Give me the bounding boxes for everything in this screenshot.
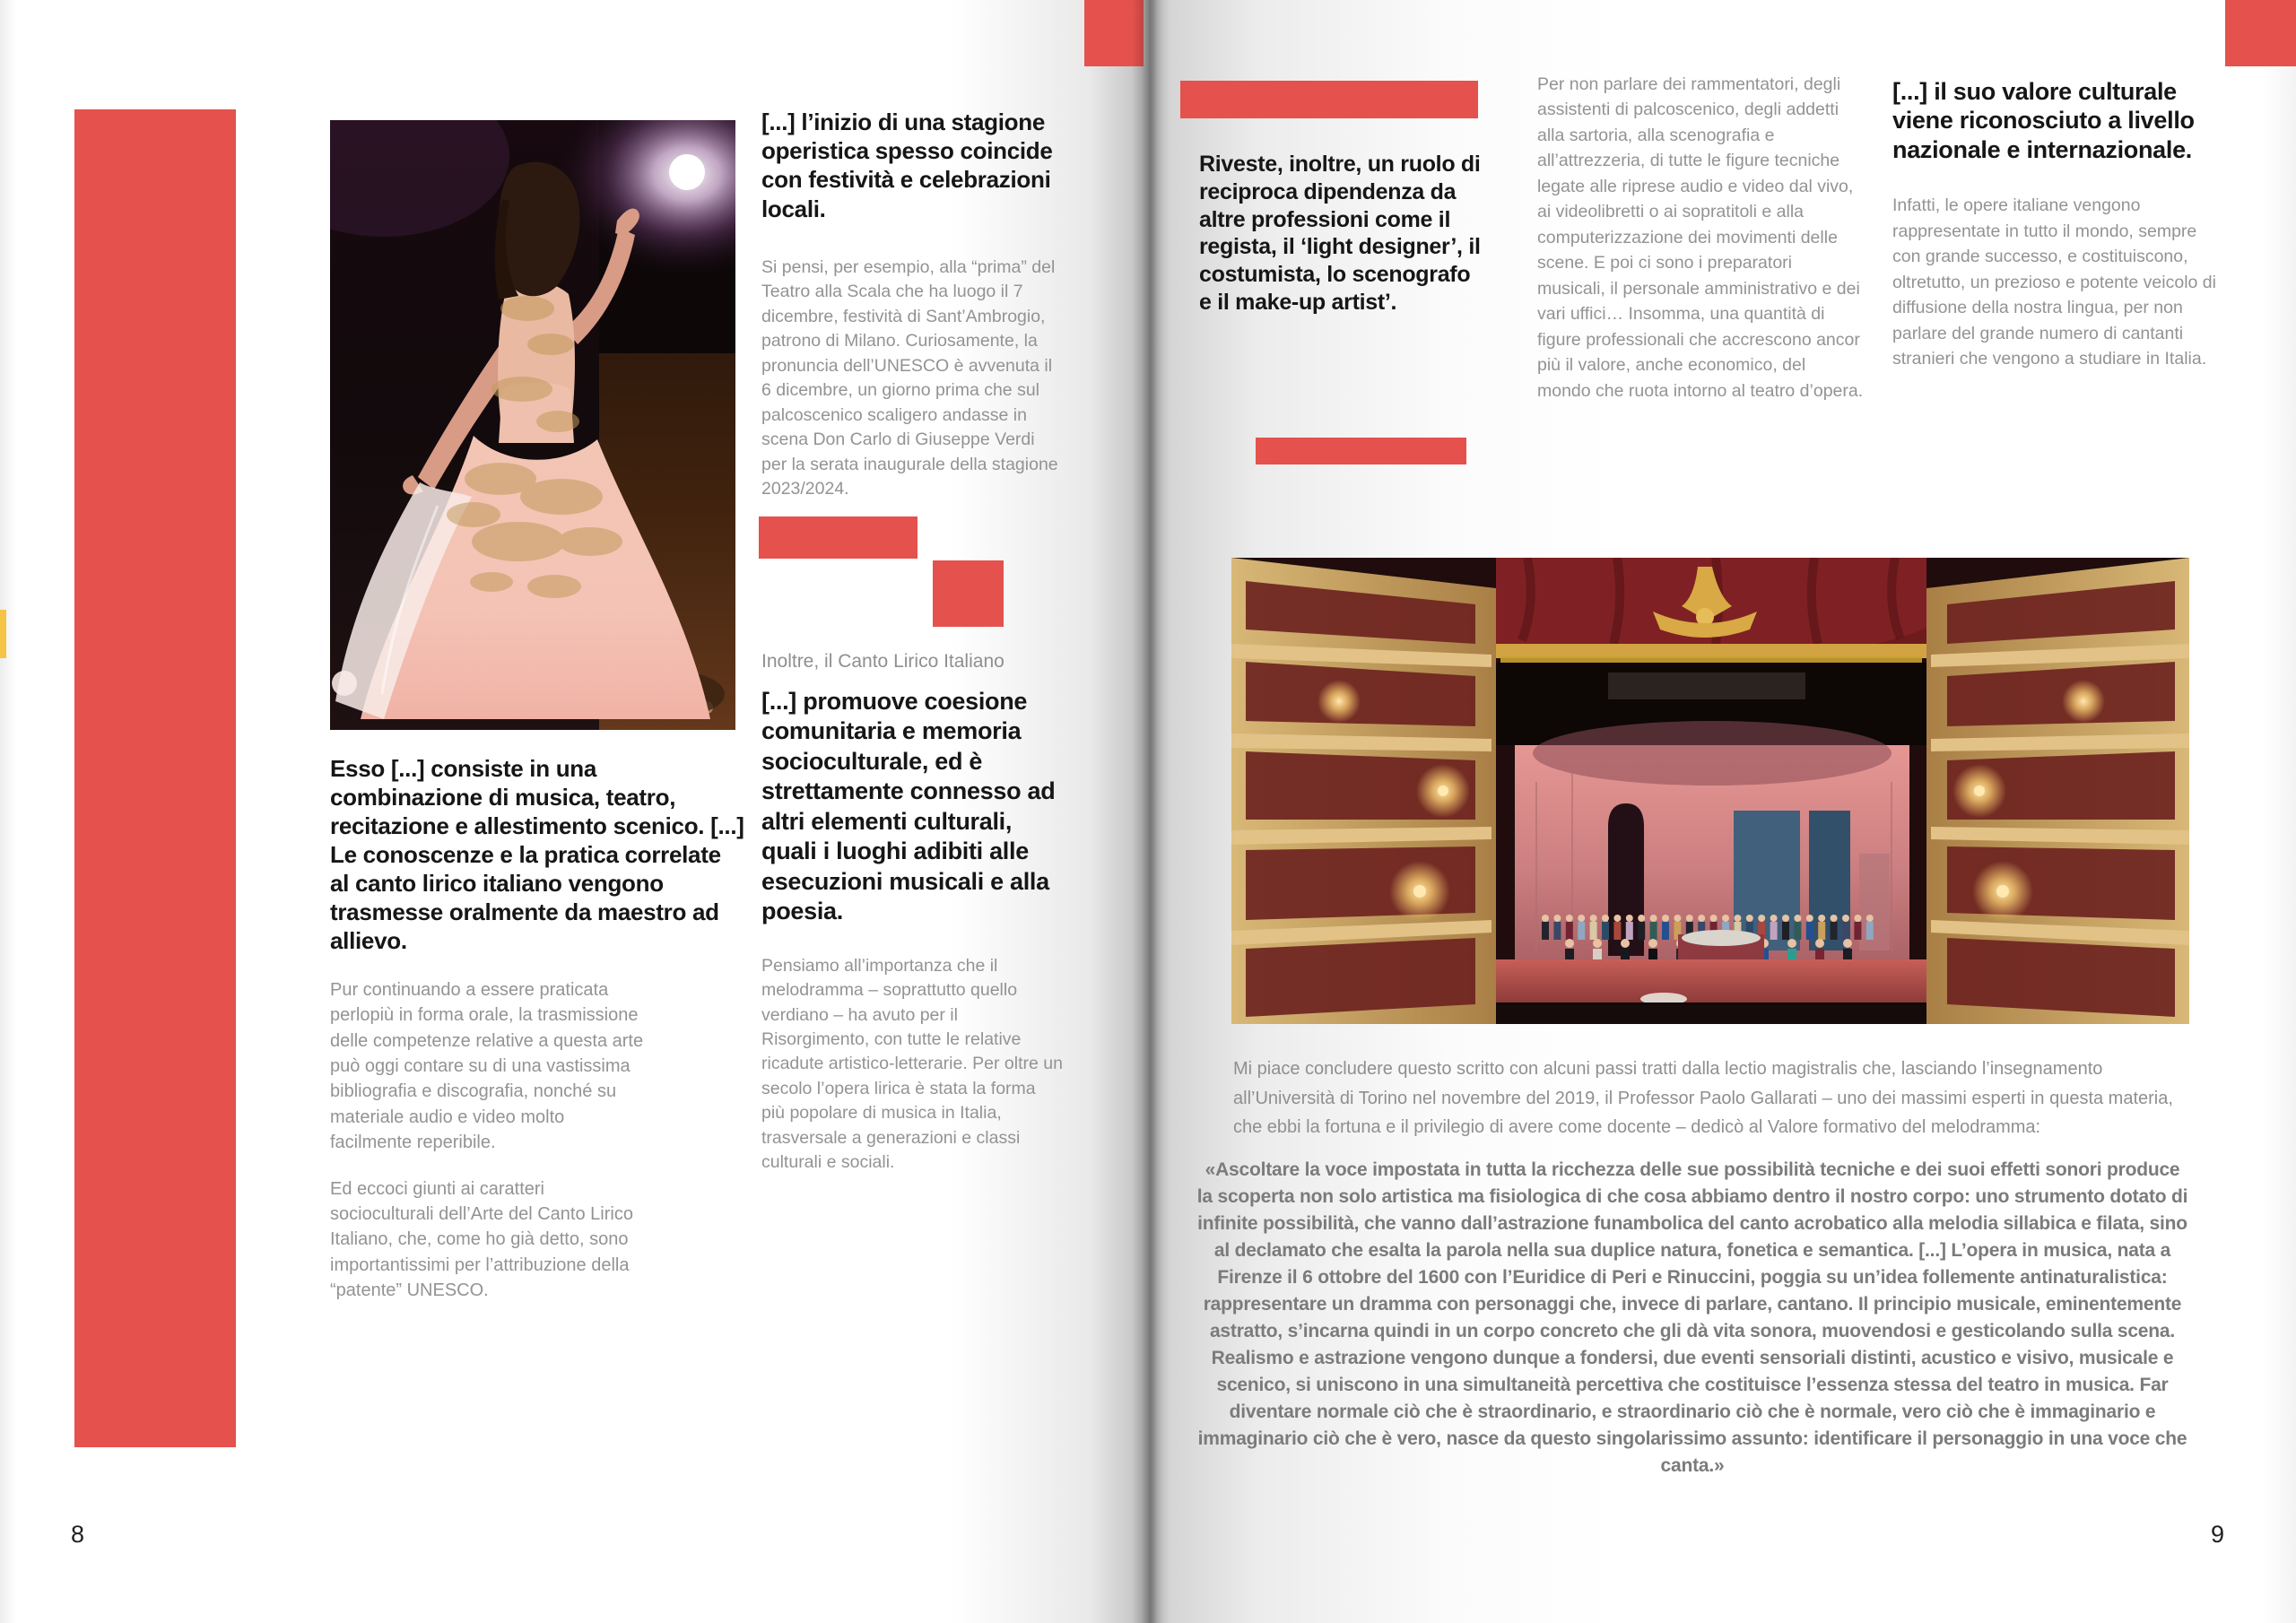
red-mid-bar	[1256, 438, 1466, 464]
paragraph-ed-eccoci: Ed eccoci giunti ai caratteri socioculturali dell’Arte del Canto Lirico Italiano, che, come ho già detto, sono importantissimi per l’attribuzione della “patente” UNESCO.	[330, 1178, 633, 1301]
right-page-column-2: Per non parlare dei rammentatori, degli assistenti di palcoscenico, degli addetti alla sartoria, alla scenografia e all’attrezzeria, di tutte le figure tecniche legate alle riprese audio e video dal vivo, ai videolibretti o ai sopratitoli e alla computerizzazione dei movimenti delle scene. E poi ci sono i preparatori musicali, il personale amministrativo e dei vari uffici… Insomma, una quantità di figure professionali che accrescono ancor più il valore, anche economico, del mondo che ruota intorno al teatro d’opera.	[1537, 74, 1864, 401]
heading-valore-culturale: [...] il suo valore culturale viene riconosciuto a livello nazionale e internazionale.	[1892, 78, 2195, 163]
heading-promuove-coesione: [...] promuove coesione comunitaria e memoria socioculturale, ed è strettamente connesso ad altri elementi culturali, quali i luoghi adibiti alle esecuzioni musicali e alla poesia.	[761, 687, 1056, 925]
heading-inizio-stagione: [...] l’inizio di una stagione operistica spesso coincide con festività e celebrazioni locali.	[761, 108, 1053, 222]
opera-house-photo	[1231, 558, 2189, 1024]
red-corner-rect-right-page	[2225, 0, 2296, 66]
red-rect-small-bar	[759, 516, 918, 559]
paragraph-pensiamo: Pensiamo all’importanza che il melodramma – soprattutto quello verdiano – ha avuto per il Risorgimento, con tutte le relative ricadute artistico-letterarie. Per oltre un secolo l’opera lirica è stata la forma più popolare di musica in Italia, trasversale a generazioni e classi culturali e sociali.	[761, 955, 1063, 1173]
red-vertical-bar	[74, 109, 236, 1447]
heading-esso-consiste: Esso [...] consiste in una combinazione di musica, teatro, recitazione e allestimento scenico. [...] Le conoscenze e la pratica correlate al canto lirico italiano vengono trasmesse oralmente da maestro ad allievo.	[330, 755, 744, 954]
right-page-column-1	[1199, 151, 1483, 317]
decorative-rect-row	[761, 516, 1063, 629]
paragraph-pur-continuando: Pur continuando a essere praticata perlopiù in forma orale, la trasmissione delle competenze relative a questa arte può oggi contare su di una vastissima bibliografia e discografia, nonché su materiale audio e video molto facilmente reperibile.	[330, 979, 644, 1153]
page-right	[1151, 0, 2296, 1623]
red-top-bar	[1180, 81, 1478, 118]
opera-singer-photo	[330, 120, 735, 730]
page-number-8: 8	[71, 1521, 85, 1548]
paragraph-infatti: Infatti, le opere italiane vengono rappresentate in tutto il mondo, sempre con grande successo, e costituiscono, oltretutto, un prezioso e potente veicolo di diffusione della nostra lingua, per non parlare del grande numero di cantanti stranieri che vengono a studiare in Italia.	[1892, 195, 2216, 369]
kicker-inoltre: Inoltre, il Canto Lirico Italiano	[761, 650, 1004, 672]
right-page-column-3	[1892, 77, 2226, 371]
paragraph-si-pensi: Si pensi, per esempio, alla “prima” del Teatro alla Scala che ha luogo il 7 dicembre, festività di Sant’Ambrogio, patrono di Milano. Curiosamente, la pronuncia dell’UNESCO è avvenuta il 6 dicembre, un giorno prima che sul palcoscenico scaligero andasse in scena Don Carlo di Giuseppe Verdi per la serata inaugurale della stagione 2023/2024.	[761, 256, 1058, 499]
closing-paragraph: Mi piace concludere questo scritto con alcuni passi tratti dalla lectio magistralis che, lasciando l’insegnamento all’Università di Torino nel novembre del 2019, il Professor Paolo Gallarati – uno dei massimi esperti in questa materia, che ebbi la fortuna e il privilegio di avere come docente – dedicò al Valore formativo del melodramma:	[1233, 1059, 2173, 1138]
red-corner-rect-left-page	[1084, 0, 1144, 66]
lectio-magistralis-quote: «Ascoltare la voce impostata in tutta la ricchezza delle sue possibilità tecniche e dei suoi effetti sonori produce la scoperta non solo artistica ma fisiologica di che cosa abbiamo dentro il nostro corpo: uno strumento dotato di infinite possibilità, che vanno dall’astrazione funambolica del canto acrobatico alla melodia sillabica e filata, sino al declamato che esalta la parola nella sua duplice natura, fonetica e semantica. [...] L’opera in musica, nata a Firenze il 6 ottobre del 1600 con l’Euridice di Peri e Rinuccini, poggia su un’idea follemente antinaturalistica: rappresentare un dramma con personaggi che, invece di parlare, cantano. Il principio musicale, eminentemente astratto, s’incarna quindi in un corpo concreto che gli dà vita sonora, muovendosi e gesticolando sulla scena. Realismo e astrazione vengono dunque a fondersi, due eventi sensoriali distinti, acustico e visivo, musicale e scenico, si uniscono in una simultaneità percettiva che costituisce l’essenza stessa del teatro in musica. Far diventare normale ciò che è straordinario, e straordinario ciò che è normale, vero ciò che è immaginario e immaginario ciò che è vero, nasce da questo singolarissimo assunto: identificare il personaggio in una voce che canta.»	[1196, 1159, 2188, 1477]
left-page-column-1	[330, 755, 744, 1303]
left-page-column-2	[761, 108, 1063, 1176]
yellow-edge-accent	[0, 610, 6, 658]
red-rect-square	[933, 560, 1004, 627]
page-number-9: 9	[2211, 1521, 2225, 1548]
heading-riveste-ruolo: Riveste, inoltre, un ruolo di reciproca dipendenza da altre professioni come il regista, il ‘light designer’, il costumista, lo scenografo e il make-up artist’.	[1199, 152, 1481, 315]
